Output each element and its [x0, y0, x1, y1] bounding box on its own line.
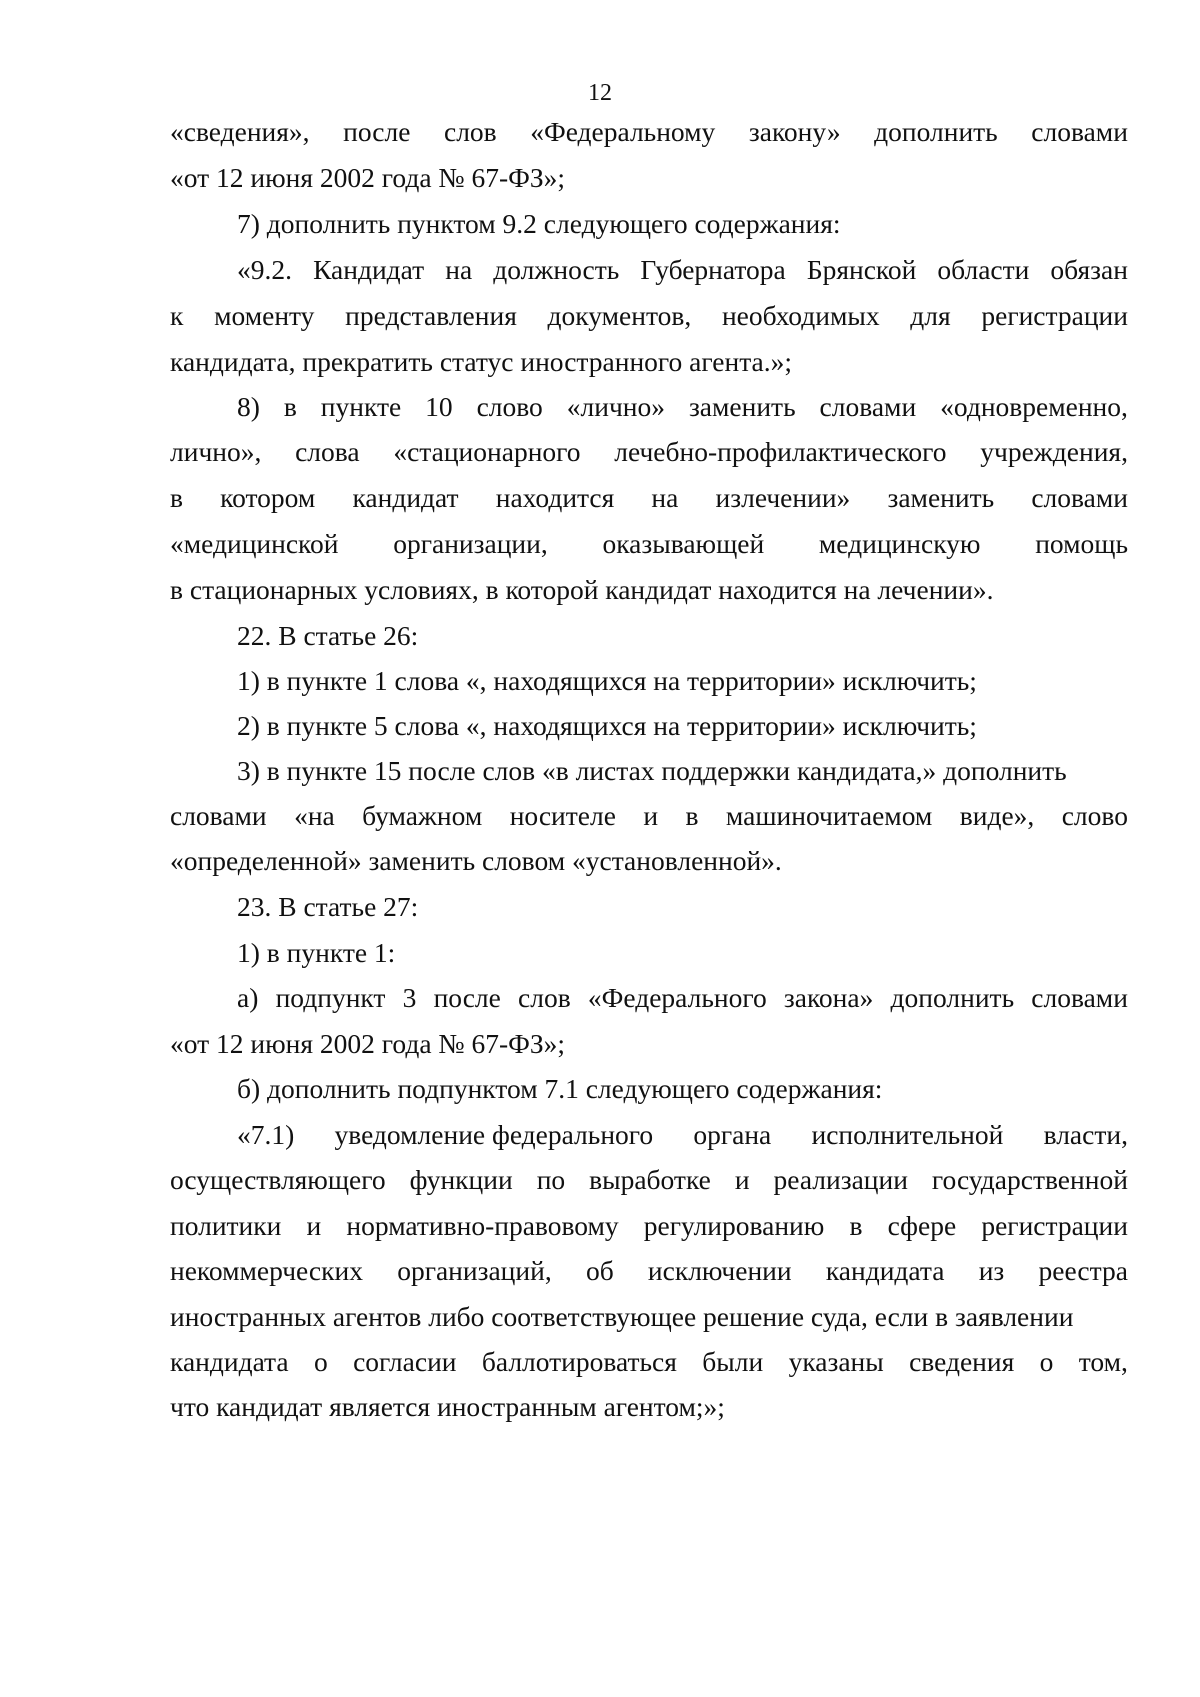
word: пункте	[320, 391, 402, 422]
text-line	[237, 1121, 1128, 1149]
word: словами	[1031, 482, 1128, 513]
word: о	[313, 1346, 328, 1377]
word: слова	[295, 436, 360, 467]
word: и	[643, 800, 659, 831]
word: кандидат	[352, 482, 459, 513]
word: 3	[402, 982, 417, 1013]
word: организации,	[393, 528, 548, 559]
word: из	[978, 1255, 1005, 1286]
word: в	[849, 1210, 863, 1241]
text-line: 1) в пункте 1 слова «, находящихся на территории» исключить;	[237, 665, 977, 696]
word: функции	[409, 1164, 513, 1195]
word: словами	[170, 800, 267, 831]
word: и	[306, 1210, 322, 1241]
word: «лично»	[566, 391, 665, 422]
word: слов	[443, 116, 497, 147]
word: указаны	[788, 1346, 884, 1377]
word: необходимых	[721, 300, 880, 331]
word: на	[445, 254, 473, 285]
text-line: «от 12 июня 2002 года № 67-ФЗ»;	[170, 162, 566, 193]
word: виде»,	[959, 800, 1035, 831]
text-line: «определенной» заменить словом «установленной».	[170, 845, 782, 876]
word: и	[734, 1164, 750, 1195]
text-line	[237, 984, 1128, 1012]
word: баллотироваться	[481, 1346, 677, 1377]
word: носителе	[509, 800, 616, 831]
word: сведения	[909, 1346, 1015, 1377]
word: в	[170, 482, 183, 513]
word: учреждения,	[980, 436, 1128, 467]
text-line: «от 12 июня 2002 года № 67-ФЗ»;	[170, 1028, 566, 1059]
word: кандидата	[170, 1346, 289, 1377]
word: «7.1)	[237, 1119, 295, 1150]
word: Губернатора	[640, 254, 786, 285]
text-line: 22. В статье 26:	[237, 620, 419, 651]
word: регистрации	[981, 1210, 1128, 1241]
word: «9.2.	[237, 254, 292, 285]
word: в	[283, 391, 297, 422]
word: моменту	[214, 300, 315, 331]
word: словами	[1031, 982, 1128, 1013]
word: после	[343, 116, 411, 147]
text-line	[170, 484, 1128, 512]
word: машиночитаемом	[725, 800, 933, 831]
word: для	[910, 300, 951, 331]
word: подпункт	[275, 982, 386, 1013]
word: «сведения»,	[170, 116, 310, 147]
word: 10	[425, 391, 453, 422]
word: к	[170, 300, 184, 331]
word: реестра	[1038, 1255, 1128, 1286]
word: лично»,	[170, 436, 262, 467]
word: слов	[518, 982, 571, 1013]
word: были	[702, 1346, 764, 1377]
word: закону»	[748, 116, 841, 147]
word: осуществляющего	[170, 1164, 386, 1195]
word: политики	[170, 1210, 282, 1241]
word: кандидата	[825, 1255, 945, 1286]
word: реализации	[773, 1164, 908, 1195]
word: выработке	[589, 1164, 711, 1195]
word: власти,	[1043, 1119, 1128, 1150]
word: представления	[345, 300, 517, 331]
text-line	[170, 1348, 1128, 1376]
word: слово	[476, 391, 543, 422]
text-line: 7) дополнить пунктом 9.2 следующего содержания:	[237, 208, 841, 239]
word: исполнительной	[811, 1119, 1004, 1150]
text-line	[170, 1257, 1128, 1285]
text-line: в стационарных условиях, в которой кандидат находится на лечении».	[170, 574, 994, 605]
word: заменить	[887, 482, 995, 513]
word: должность	[493, 254, 620, 285]
word: о	[1039, 1346, 1054, 1377]
word: документов,	[547, 300, 692, 331]
word: закона»	[783, 982, 874, 1013]
word: заменить	[688, 391, 796, 422]
word: Кандидат	[313, 254, 425, 285]
text-line: иностранных агентов либо соответствующее решение суда, если в заявлении	[170, 1301, 1074, 1332]
word: органа	[693, 1119, 772, 1150]
word: словами	[819, 391, 917, 422]
text-line	[170, 1166, 1128, 1194]
word: «Федерального	[587, 982, 767, 1013]
word: бумажном	[362, 800, 483, 831]
word: на	[651, 482, 679, 513]
word: том,	[1078, 1346, 1128, 1377]
word: после	[433, 982, 501, 1013]
word: сфере	[887, 1210, 957, 1241]
word: «на	[294, 800, 335, 831]
word: 8)	[237, 391, 260, 422]
text-line: 2) в пункте 5 слова «, находящихся на территории» исключить;	[237, 710, 977, 741]
text-line: 3) в пункте 15 после слов «в листах поддержки кандидата,» дополнить	[237, 755, 1067, 786]
text-line	[170, 802, 1128, 830]
word: по	[536, 1164, 566, 1195]
word: некоммерческих	[170, 1255, 363, 1286]
word: котором	[220, 482, 316, 513]
word: лечебно-профилактического	[614, 436, 947, 467]
word: дополнить	[890, 982, 1015, 1013]
word: словами	[1031, 116, 1128, 147]
word: «стационарного	[393, 436, 581, 467]
word: исключении	[647, 1255, 792, 1286]
text-line: 23. В статье 27:	[237, 891, 419, 922]
word: Брянской	[806, 254, 917, 285]
word: нормативно-правовому	[346, 1210, 619, 1241]
text-line	[170, 438, 1128, 466]
word: согласии	[353, 1346, 457, 1377]
text-line: б) дополнить подпунктом 7.1 следующего содержания:	[237, 1073, 883, 1104]
text-line	[170, 1212, 1128, 1240]
word: регистрации	[981, 300, 1128, 331]
word: государственной	[931, 1164, 1128, 1195]
word: уведомление федерального	[334, 1119, 654, 1150]
word: слово	[1061, 800, 1128, 831]
word: регулированию	[643, 1210, 825, 1241]
word: области	[937, 254, 1030, 285]
word: помощь	[1035, 528, 1128, 559]
text-line	[170, 302, 1128, 330]
word: организаций,	[397, 1255, 552, 1286]
word: находится	[495, 482, 615, 513]
text-line	[237, 256, 1128, 284]
word: «медицинской	[170, 528, 339, 559]
word: об	[585, 1255, 614, 1286]
word: оказывающей	[602, 528, 765, 559]
word: а)	[237, 982, 259, 1013]
text-line: что кандидат является иностранным агентом;»;	[170, 1391, 725, 1422]
word: медицинскую	[818, 528, 981, 559]
text-line	[170, 118, 1128, 146]
text-line	[237, 393, 1128, 421]
text-line: кандидата, прекратить статус иностранного агента.»;	[170, 346, 793, 377]
text-line: 1) в пункте 1:	[237, 937, 396, 968]
word: в	[685, 800, 699, 831]
word: излечении»	[715, 482, 851, 513]
text-line	[170, 530, 1128, 558]
word: обязан	[1050, 254, 1128, 285]
word: «Федеральному	[530, 116, 716, 147]
word: дополнить	[874, 116, 998, 147]
page-number: 12	[588, 80, 612, 106]
word: «одновременно,	[940, 391, 1128, 422]
